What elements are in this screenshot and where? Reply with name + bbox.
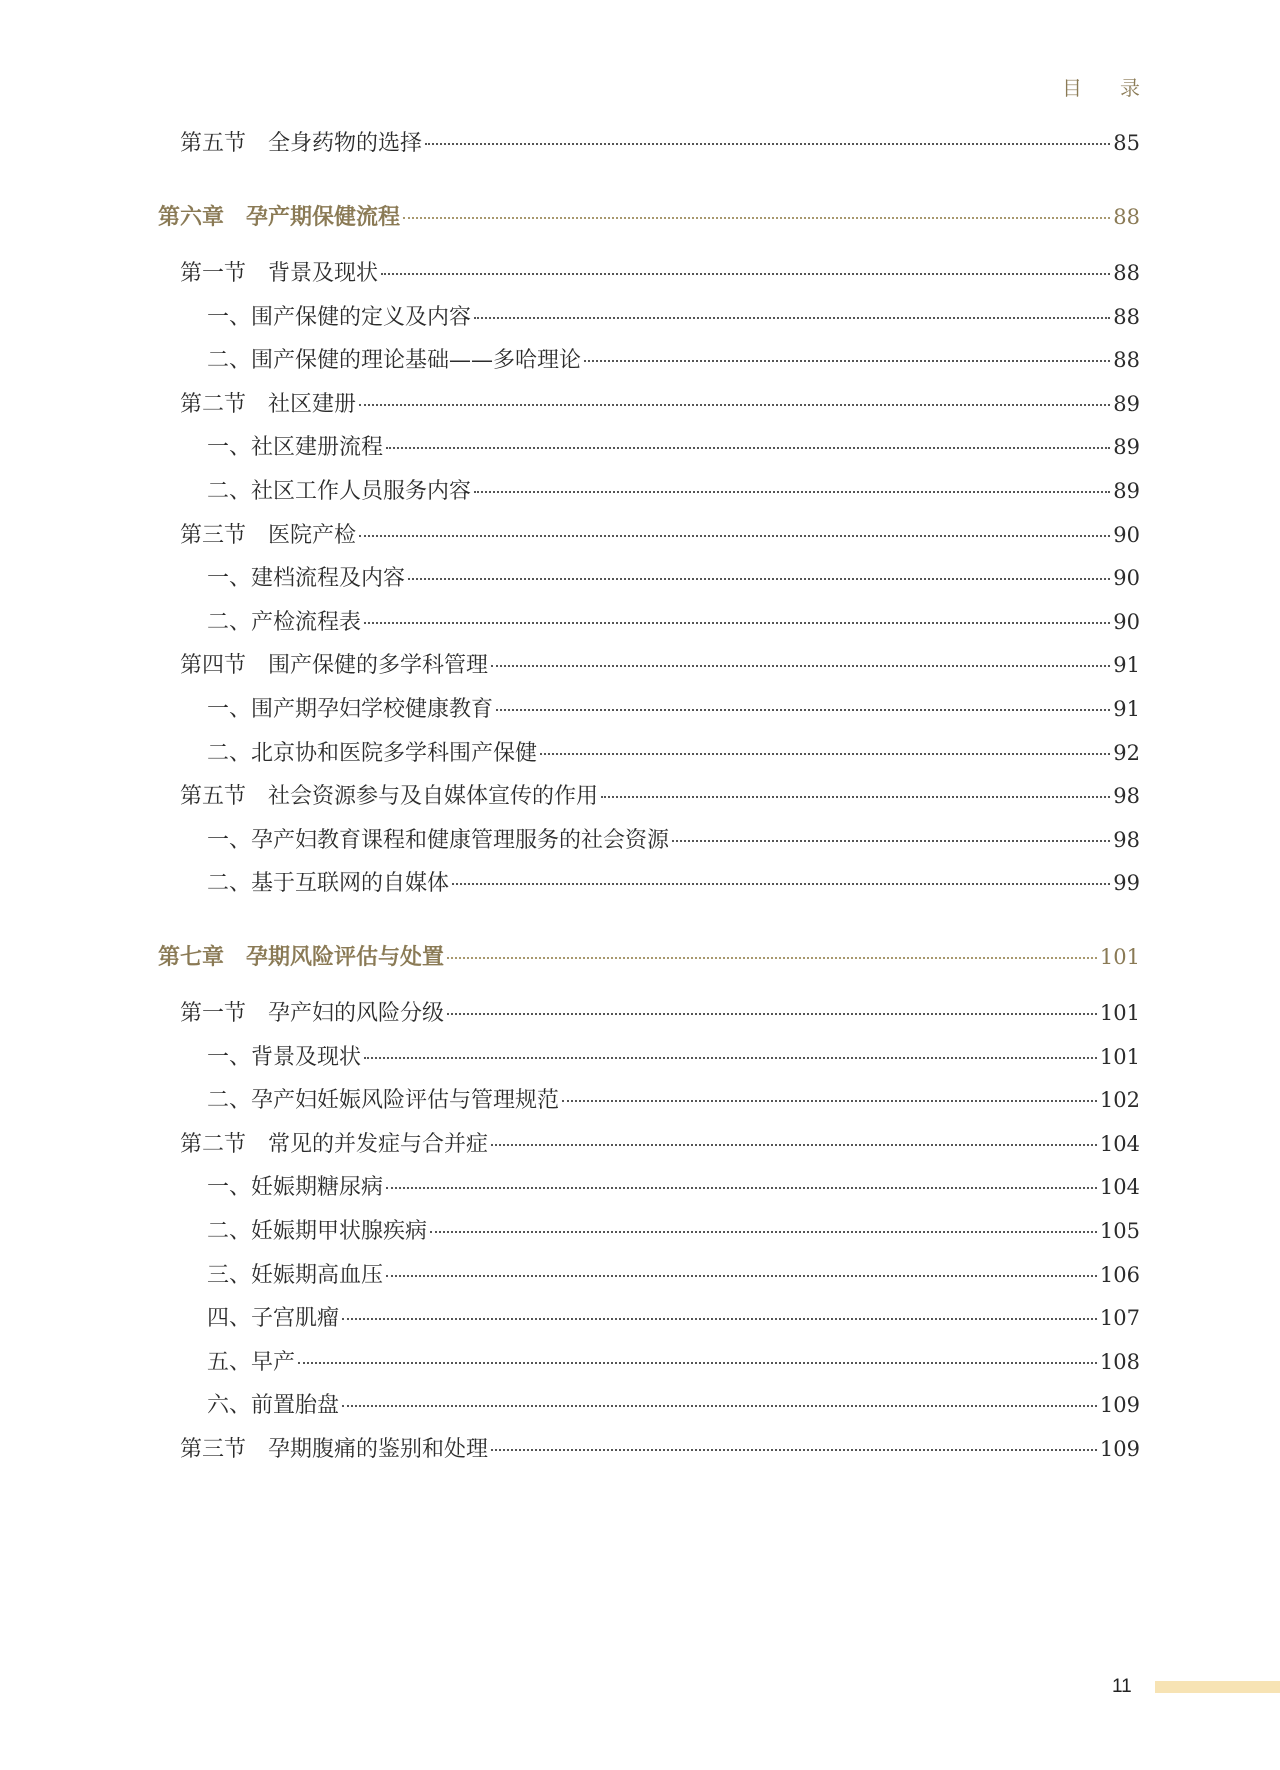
toc-entry-label: 第一节 孕产妇的风险分级 [180, 1001, 445, 1026]
dot-leader [452, 882, 1110, 885]
toc-entry-label: 二、妊娠期甲状腺疾病 [207, 1219, 428, 1244]
dot-leader [381, 272, 1110, 275]
dot-leader [359, 403, 1110, 406]
toc-section[interactable] [180, 128, 1140, 159]
toc-section[interactable] [180, 1434, 1140, 1465]
page-number: 11 [1112, 1676, 1132, 1697]
toc-entry-page: 90 [1113, 566, 1140, 590]
toc-item[interactable] [207, 1042, 1140, 1073]
toc-item[interactable] [207, 825, 1140, 856]
toc-entry-page: 109 [1099, 1437, 1140, 1461]
toc-entry-page: 90 [1113, 610, 1140, 634]
dot-leader [496, 708, 1110, 711]
toc-entry-label: 第三节 孕期腹痛的鉴别和处理 [180, 1437, 489, 1462]
dot-leader [474, 316, 1110, 319]
running-head-char-2: 录 [1120, 76, 1140, 100]
dot-leader [672, 839, 1110, 842]
toc-entry-page: 109 [1099, 1393, 1140, 1417]
toc-entry-label: 第三节 医院产检 [180, 523, 357, 548]
toc-entry-label: 二、基于互联网的自媒体 [207, 871, 450, 896]
toc-entry-page: 89 [1113, 479, 1140, 503]
toc-entry-page: 92 [1113, 741, 1140, 765]
dot-leader [491, 664, 1110, 667]
running-head [1062, 72, 1140, 101]
toc-item[interactable] [207, 345, 1140, 376]
toc-chapter[interactable] [158, 942, 1140, 973]
toc-entry-label: 第五节 全身药物的选择 [180, 131, 423, 156]
toc-entry-label: 一、围产期孕妇学校健康教育 [207, 697, 494, 722]
toc-entry-page: 88 [1113, 205, 1140, 229]
toc-entry-label: 二、围产保健的理论基础——多哈理论 [207, 348, 582, 373]
dot-leader [491, 1448, 1097, 1451]
toc-entry-page: 101 [1099, 1001, 1140, 1025]
toc-section[interactable] [180, 650, 1140, 681]
dot-leader [562, 1099, 1097, 1102]
toc-entry-label: 第七章 孕期风险评估与处置 [158, 945, 445, 970]
toc-entry-label: 第五节 社会资源参与及自媒体宣传的作用 [180, 784, 599, 809]
toc-entry-page: 105 [1099, 1219, 1140, 1243]
dot-leader [364, 1056, 1097, 1059]
toc-entry-page: 85 [1113, 131, 1140, 155]
toc-entry-label: 一、围产保健的定义及内容 [207, 305, 472, 330]
toc-item[interactable] [207, 1303, 1140, 1334]
dot-leader [447, 956, 1097, 959]
dot-leader [491, 1143, 1097, 1146]
dot-leader [342, 1317, 1097, 1320]
dot-leader [540, 752, 1110, 755]
toc-entry-label: 一、妊娠期糖尿病 [207, 1175, 384, 1200]
toc-section[interactable] [180, 258, 1140, 289]
dot-leader [386, 1186, 1097, 1189]
toc-entry-page: 104 [1099, 1132, 1140, 1156]
dot-leader [364, 621, 1110, 624]
toc-entry-page: 91 [1113, 697, 1140, 721]
toc-section[interactable] [180, 1129, 1140, 1160]
toc-entry-label: 一、背景及现状 [207, 1045, 362, 1070]
dot-leader [447, 1012, 1097, 1015]
toc-entry-page: 102 [1099, 1088, 1140, 1112]
toc-section[interactable] [180, 520, 1140, 551]
toc-entry-page: 89 [1113, 392, 1140, 416]
toc-item[interactable] [207, 1260, 1140, 1291]
toc-entry-label: 二、北京协和医院多学科围产保健 [207, 741, 538, 766]
toc-entry-label: 四、子宫肌瘤 [207, 1306, 340, 1331]
toc-entry-label: 六、前置胎盘 [207, 1393, 340, 1418]
toc-entry-label: 一、建档流程及内容 [207, 566, 406, 591]
toc-entry-label: 三、妊娠期高血压 [207, 1263, 384, 1288]
dot-leader [359, 534, 1110, 537]
dot-leader [601, 795, 1110, 798]
toc-item[interactable] [207, 432, 1140, 463]
toc-entry-label: 二、社区工作人员服务内容 [207, 479, 472, 504]
toc-entry-page: 108 [1099, 1350, 1140, 1374]
toc-entry-page: 89 [1113, 435, 1140, 459]
toc-item[interactable] [207, 738, 1140, 769]
dot-leader [386, 446, 1110, 449]
dot-leader [342, 1404, 1097, 1407]
toc-entry-label: 一、社区建册流程 [207, 435, 384, 460]
toc-item[interactable] [207, 1172, 1140, 1203]
dot-leader [386, 1274, 1097, 1277]
toc-item[interactable] [207, 1085, 1140, 1116]
dot-leader [408, 577, 1110, 580]
toc-item[interactable] [207, 1347, 1140, 1378]
toc-entry-page: 98 [1113, 784, 1140, 808]
toc-entry-page: 101 [1099, 945, 1140, 969]
toc-item[interactable] [207, 476, 1140, 507]
toc-entry-label: 第四节 围产保健的多学科管理 [180, 653, 489, 678]
toc-entry-label: 第二节 社区建册 [180, 392, 357, 417]
toc-item[interactable] [207, 302, 1140, 333]
dot-leader [474, 490, 1110, 493]
toc-item[interactable] [207, 1390, 1140, 1421]
toc-item[interactable] [207, 868, 1140, 899]
toc-entry-label: 二、产检流程表 [207, 610, 362, 635]
dot-leader [584, 359, 1110, 362]
toc-entry-page: 98 [1113, 828, 1140, 852]
toc-entry-page: 107 [1099, 1306, 1140, 1330]
dot-leader [430, 1230, 1097, 1233]
toc-entry-label: 第一节 背景及现状 [180, 261, 379, 286]
toc-entry-page: 106 [1099, 1263, 1140, 1287]
toc-entry-page: 90 [1113, 523, 1140, 547]
toc-section[interactable] [180, 781, 1140, 812]
toc-chapter[interactable] [158, 202, 1140, 233]
running-head-char-1: 目 [1062, 76, 1082, 100]
toc-item[interactable] [207, 694, 1140, 725]
toc-entry-label: 第二节 常见的并发症与合并症 [180, 1132, 489, 1157]
toc-section[interactable] [180, 389, 1140, 420]
toc-entry-page: 88 [1113, 305, 1140, 329]
toc-entry-page: 88 [1113, 261, 1140, 285]
toc-entry-label: 一、孕产妇教育课程和健康管理服务的社会资源 [207, 828, 670, 853]
toc-entry-page: 104 [1099, 1175, 1140, 1199]
toc-entry-page: 91 [1113, 653, 1140, 677]
toc-item[interactable] [207, 1216, 1140, 1247]
toc-item[interactable] [207, 607, 1140, 638]
toc-entry-label: 五、早产 [207, 1350, 296, 1375]
toc-entry-page: 88 [1113, 348, 1140, 372]
toc-section[interactable] [180, 998, 1140, 1029]
toc-entry-label: 第六章 孕产期保健流程 [158, 205, 401, 230]
toc-item[interactable] [207, 563, 1140, 594]
toc-entry-page: 99 [1113, 871, 1140, 895]
dot-leader [298, 1361, 1097, 1364]
toc-entry-page: 101 [1099, 1045, 1140, 1069]
dot-leader [425, 142, 1110, 145]
toc-entry-label: 二、孕产妇妊娠风险评估与管理规范 [207, 1088, 560, 1113]
dot-leader [403, 216, 1110, 219]
footer-accent-bar [1155, 1681, 1280, 1693]
